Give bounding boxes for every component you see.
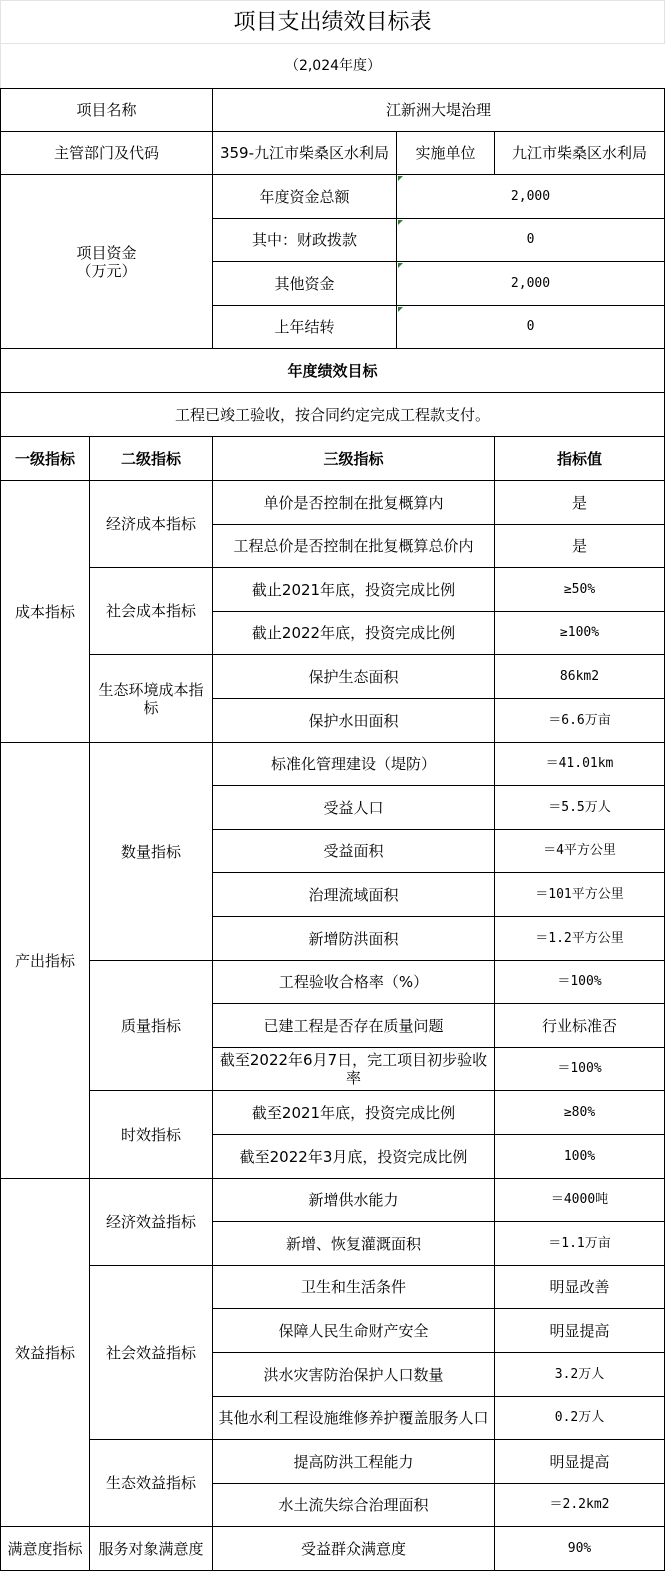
level1-indicator: 满意度指标 — [0, 1527, 90, 1571]
impl-value: 九江市柴桑区水利局 — [495, 132, 665, 175]
level3-indicator: 标准化管理建设（堤防） — [213, 743, 495, 786]
funds-fiscal-value: 0 — [397, 219, 665, 262]
annual-goal-header: 年度绩效目标 — [0, 349, 665, 393]
indicator-value: ＝1.1万亩 — [495, 1222, 665, 1266]
level3-indicator: 其他水利工程设施维修养护覆盖服务人口 — [213, 1397, 495, 1440]
indicator-value: 明显提高 — [495, 1440, 665, 1484]
level2-indicator: 服务对象满意度 — [90, 1527, 213, 1571]
indicator-value: ＝1.2平方公里 — [495, 917, 665, 961]
indicator-value: 3.2万人 — [495, 1353, 665, 1397]
level2-indicator: 经济成本指标 — [90, 481, 213, 568]
level2-indicator: 社会成本指标 — [90, 568, 213, 655]
level3-indicator: 受益人口 — [213, 786, 495, 830]
column-header-value: 指标值 — [495, 437, 665, 481]
page-title: 项目支出绩效目标表 — [0, 0, 665, 44]
level3-indicator: 截至2022年3月底，投资完成比例 — [213, 1135, 495, 1179]
level3-indicator: 新增供水能力 — [213, 1179, 495, 1222]
funds-other-value: 2,000 — [397, 262, 665, 306]
level3-indicator: 保护水田面积 — [213, 699, 495, 743]
level1-indicator: 成本指标 — [0, 481, 90, 743]
indicator-value: ＝5.5万人 — [495, 786, 665, 830]
funds-total-label: 年度资金总额 — [213, 175, 397, 219]
indicator-value: ＝4平方公里 — [495, 830, 665, 873]
indicator-value: 0.2万人 — [495, 1397, 665, 1440]
level3-indicator: 工程验收合格率（%） — [213, 961, 495, 1004]
indicator-value: ≥100% — [495, 612, 665, 655]
level3-indicator: 治理流域面积 — [213, 873, 495, 917]
indicator-value: 是 — [495, 525, 665, 568]
indicator-value: ＝41.01km — [495, 743, 665, 786]
indicator-value: ＝101平方公里 — [495, 873, 665, 917]
level3-indicator: 截止2021年底，投资完成比例 — [213, 568, 495, 612]
level3-indicator: 工程总价是否控制在批复概算总价内 — [213, 525, 495, 568]
level3-indicator: 单价是否控制在批复概算内 — [213, 481, 495, 525]
level1-indicator: 效益指标 — [0, 1179, 90, 1527]
funds-other-label: 其他资金 — [213, 262, 397, 306]
level3-indicator: 截至2022年6月7日，完工项目初步验收率 — [213, 1048, 495, 1091]
impl-label: 实施单位 — [397, 132, 495, 175]
funds-total-value: 2,000 — [397, 175, 665, 219]
column-header-level2: 二级指标 — [90, 437, 213, 481]
indicator-value: 明显改善 — [495, 1266, 665, 1309]
level2-indicator: 经济效益指标 — [90, 1179, 213, 1266]
level3-indicator: 截至2021年底，投资完成比例 — [213, 1091, 495, 1135]
level2-indicator: 生态环境成本指标 — [90, 655, 213, 743]
dept-label: 主管部门及代码 — [0, 132, 213, 175]
column-header-level3: 三级指标 — [213, 437, 495, 481]
level3-indicator: 保障人民生命财产安全 — [213, 1309, 495, 1353]
level3-indicator: 受益群众满意度 — [213, 1527, 495, 1571]
indicator-value: 行业标准否 — [495, 1004, 665, 1048]
indicator-value: 100% — [495, 1135, 665, 1179]
level2-indicator: 时效指标 — [90, 1091, 213, 1179]
indicator-value: 是 — [495, 481, 665, 525]
indicator-value: 86km2 — [495, 655, 665, 699]
dept-value: 359-九江市柴桑区水利局 — [213, 132, 397, 175]
funds-fiscal-label: 其中：财政拨款 — [213, 219, 397, 262]
level1-indicator: 产出指标 — [0, 743, 90, 1179]
indicator-value: ≥50% — [495, 568, 665, 612]
level3-indicator: 保护生态面积 — [213, 655, 495, 699]
funds-carryover-label: 上年结转 — [213, 306, 397, 349]
level3-indicator: 截止2022年底，投资完成比例 — [213, 612, 495, 655]
indicator-value: ＝4000吨 — [495, 1179, 665, 1222]
funds-carryover-value: 0 — [397, 306, 665, 349]
level3-indicator: 卫生和生活条件 — [213, 1266, 495, 1309]
level3-indicator: 洪水灾害防治保护人口数量 — [213, 1353, 495, 1397]
annual-goal-text: 工程已竣工验收，按合同约定完成工程款支付。 — [0, 393, 665, 437]
indicator-value: ＝100% — [495, 961, 665, 1004]
level3-indicator: 水土流失综合治理面积 — [213, 1484, 495, 1527]
funds-label: 项目资金 （万元） — [0, 175, 213, 349]
indicator-value: ＝2.2km2 — [495, 1484, 665, 1527]
indicator-value: ≥80% — [495, 1091, 665, 1135]
column-header-level1: 一级指标 — [0, 437, 90, 481]
project-name-value: 江新洲大堤治理 — [213, 88, 665, 132]
level3-indicator: 新增防洪面积 — [213, 917, 495, 961]
level2-indicator: 生态效益指标 — [90, 1440, 213, 1527]
level2-indicator: 数量指标 — [90, 743, 213, 961]
indicator-value: ＝100% — [495, 1048, 665, 1091]
level3-indicator: 已建工程是否存在质量问题 — [213, 1004, 495, 1048]
level2-indicator: 社会效益指标 — [90, 1266, 213, 1440]
indicator-value: 90% — [495, 1527, 665, 1571]
level2-indicator: 质量指标 — [90, 961, 213, 1091]
level3-indicator: 提高防洪工程能力 — [213, 1440, 495, 1484]
year-subtitle: （2,024年度） — [0, 44, 665, 88]
project-name-label: 项目名称 — [0, 88, 213, 132]
level3-indicator: 受益面积 — [213, 830, 495, 873]
indicator-value: ＝6.6万亩 — [495, 699, 665, 743]
level3-indicator: 新增、恢复灌溉面积 — [213, 1222, 495, 1266]
indicator-value: 明显提高 — [495, 1309, 665, 1353]
